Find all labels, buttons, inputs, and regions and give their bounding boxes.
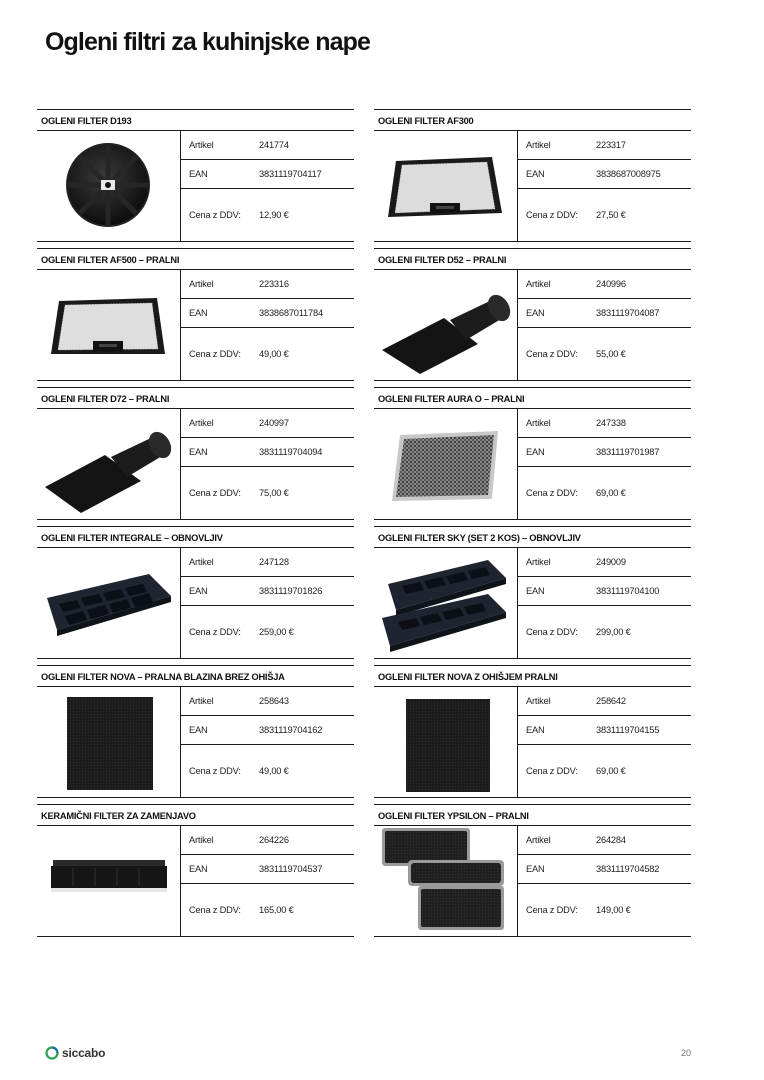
artikel-value: 241774 — [259, 140, 289, 150]
product-image-ceramic-bar — [37, 826, 181, 936]
product-grid — [37, 109, 691, 943]
artikel-value: 223317 — [596, 140, 626, 150]
artikel-value: 258643 — [259, 696, 289, 706]
price-label: Cena z DDV: — [189, 210, 241, 220]
product-image-mesh-filter — [374, 409, 518, 519]
product-title: OGLENI FILTER D193 — [37, 109, 354, 131]
ean-label: EAN — [189, 447, 208, 457]
artikel-label: Artikel — [189, 418, 214, 428]
product-card — [374, 804, 691, 943]
artikel-label: Artikel — [189, 140, 214, 150]
artikel-value: 258642 — [596, 696, 626, 706]
product-image-framed-filter — [374, 131, 518, 241]
ean-value: 3838687008975 — [596, 169, 661, 179]
artikel-value: 240996 — [596, 279, 626, 289]
price-value: 69,00 € — [596, 488, 626, 498]
price-label: Cena z DDV: — [189, 488, 241, 498]
product-image-rolled-mat — [37, 409, 181, 519]
artikel-label: Artikel — [189, 835, 214, 845]
product-title: OGLENI FILTER D72 – PRALNI — [37, 387, 354, 409]
artikel-label: Artikel — [526, 835, 551, 845]
price-value: 49,00 € — [259, 766, 289, 776]
product-card — [37, 109, 354, 248]
price-value: 55,00 € — [596, 349, 626, 359]
brand-name: siccabo — [62, 1046, 106, 1060]
price-label: Cena z DDV: — [189, 627, 241, 637]
ean-label: EAN — [526, 725, 545, 735]
artikel-value: 264284 — [596, 835, 626, 845]
product-image-triple-pad — [374, 826, 518, 936]
product-card — [374, 665, 691, 804]
artikel-label: Artikel — [526, 696, 551, 706]
ean-value: 3831119701826 — [259, 586, 323, 596]
product-title: OGLENI FILTER INTEGRALE – OBNOVLJIV — [37, 526, 354, 548]
ean-label: EAN — [526, 169, 545, 179]
artikel-label: Artikel — [189, 696, 214, 706]
artikel-value: 223316 — [259, 279, 289, 289]
ean-value: 3831119704087 — [596, 308, 660, 318]
ean-value: 3838687011784 — [259, 308, 323, 318]
ean-value: 3831119704537 — [259, 864, 323, 874]
product-title: OGLENI FILTER AURA O – PRALNI — [374, 387, 691, 409]
price-value: 165,00 € — [259, 905, 294, 915]
price-value: 49,00 € — [259, 349, 289, 359]
price-label: Cena z DDV: — [526, 210, 578, 220]
product-image-flat-pad — [374, 687, 518, 797]
product-card — [37, 665, 354, 804]
product-card — [374, 526, 691, 665]
ean-label: EAN — [189, 308, 208, 318]
price-value: 27,50 € — [596, 210, 626, 220]
ean-label: EAN — [526, 864, 545, 874]
ean-value: 3831119704582 — [596, 864, 660, 874]
ean-value: 3831119704162 — [259, 725, 323, 735]
artikel-label: Artikel — [189, 557, 214, 567]
product-card — [374, 109, 691, 248]
artikel-label: Artikel — [189, 279, 214, 289]
product-card — [37, 387, 354, 526]
ean-value: 3831119704117 — [259, 169, 322, 179]
price-label: Cena z DDV: — [189, 766, 241, 776]
product-card — [37, 804, 354, 943]
artikel-value: 264226 — [259, 835, 289, 845]
artikel-label: Artikel — [526, 557, 551, 567]
product-image-double-cassette — [374, 548, 518, 658]
price-value: 69,00 € — [596, 766, 626, 776]
product-card — [374, 387, 691, 526]
product-title: OGLENI FILTER D52 – PRALNI — [374, 248, 691, 270]
ean-label: EAN — [526, 447, 545, 457]
price-label: Cena z DDV: — [526, 627, 578, 637]
product-title: OGLENI FILTER AF500 – PRALNI — [37, 248, 354, 270]
ean-label: EAN — [526, 586, 545, 596]
page-title: Ogleni filtri za kuhinjske nape — [45, 28, 370, 56]
product-image-flat-pad — [37, 687, 181, 797]
ean-label: EAN — [189, 864, 208, 874]
ean-value: 3831119701987 — [596, 447, 660, 457]
product-title: OGLENI FILTER AF300 — [374, 109, 691, 131]
price-value: 259,00 € — [259, 627, 294, 637]
product-title: KERAMIČNI FILTER ZA ZAMENJAVO — [37, 804, 354, 826]
artikel-value: 249009 — [596, 557, 626, 567]
product-title: OGLENI FILTER YPSILON – PRALNI — [374, 804, 691, 826]
siccabo-logo-icon — [45, 1046, 59, 1060]
product-title: OGLENI FILTER SKY (SET 2 KOS) – OBNOVLJIV — [374, 526, 691, 548]
price-label: Cena z DDV: — [526, 905, 578, 915]
ean-value: 3831119704094 — [259, 447, 323, 457]
price-label: Cena z DDV: — [526, 766, 578, 776]
price-label: Cena z DDV: — [526, 349, 578, 359]
product-card — [37, 526, 354, 665]
price-value: 75,00 € — [259, 488, 289, 498]
product-title: OGLENI FILTER NOVA Z OHIŠJEM PRALNI — [374, 665, 691, 687]
product-image-framed-filter — [37, 270, 181, 380]
price-value: 12,90 € — [259, 210, 289, 220]
brand-logo — [45, 1046, 105, 1060]
artikel-value: 247128 — [259, 557, 289, 567]
artikel-value: 247338 — [596, 418, 626, 428]
artikel-label: Artikel — [526, 279, 551, 289]
ean-value: 3831119704155 — [596, 725, 660, 735]
product-image-rolled-mat — [374, 270, 518, 380]
product-card — [374, 248, 691, 387]
product-image-round-carbon-filter — [37, 131, 181, 241]
artikel-value: 240997 — [259, 418, 289, 428]
price-value: 149,00 € — [596, 905, 631, 915]
page-number: 20 — [680, 1048, 691, 1058]
price-label: Cena z DDV: — [189, 349, 241, 359]
price-value: 299,00 € — [596, 627, 631, 637]
ean-value: 3831119704100 — [596, 586, 660, 596]
product-card — [37, 248, 354, 387]
artikel-label: Artikel — [526, 418, 551, 428]
ean-label: EAN — [189, 586, 208, 596]
ean-label: EAN — [189, 169, 208, 179]
product-image-cassette-filter — [37, 548, 181, 658]
artikel-label: Artikel — [526, 140, 551, 150]
ean-label: EAN — [526, 308, 545, 318]
price-label: Cena z DDV: — [526, 488, 578, 498]
price-label: Cena z DDV: — [189, 905, 241, 915]
product-title: OGLENI FILTER NOVA – PRALNA BLAZINA BREZ OHIŠJA — [37, 665, 354, 687]
ean-label: EAN — [189, 725, 208, 735]
